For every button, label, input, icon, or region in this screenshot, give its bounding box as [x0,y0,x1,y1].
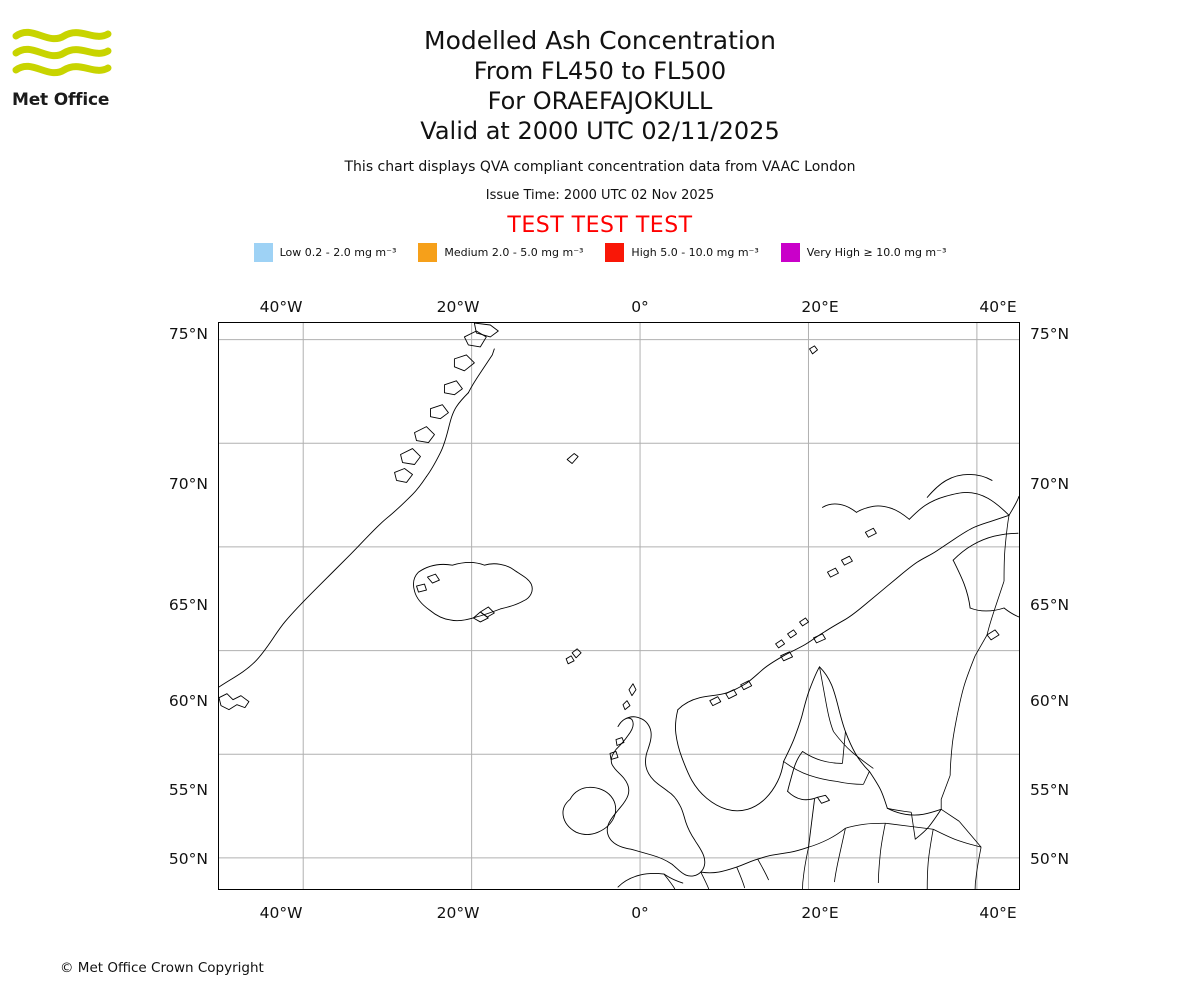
legend-label-high: High 5.0 - 10.0 mg m⁻³ [631,246,759,259]
lon-tick-bottom-0: 0° [631,904,649,922]
volcano-line: For ORAEFAJOKULL [487,87,713,115]
lon-tick-bottom-40e: 40°E [979,904,1017,922]
copyright-notice: © Met Office Crown Copyright [60,960,264,976]
map-panel [168,298,1070,922]
legend-label-low: Low 0.2 - 2.0 mg m⁻³ [279,246,397,259]
legend-item-low [254,243,397,262]
legend-item-very-high [781,243,947,262]
lon-tick-top-40w: 40°W [259,298,303,316]
valid-time-line: Valid at 2000 UTC 02/11/2025 [420,117,780,145]
lon-tick-bottom-20e: 20°E [801,904,839,922]
lon-tick-top-20e: 20°E [801,298,839,316]
lon-tick-top-20w: 20°W [436,298,480,316]
legend-swatch-medium [418,243,437,262]
lat-tick-left-50n: 50°N [168,850,208,868]
issue-time: Issue Time: 2000 UTC 02 Nov 2025 [485,188,715,203]
lat-tick-right-55n: 55°N [1030,781,1070,799]
test-banner: TEST TEST TEST [507,213,693,238]
lon-tick-bottom-40w: 40°W [259,904,303,922]
legend-label-very-high: Very High ≥ 10.0 mg m⁻³ [806,246,947,259]
map-plot-area[interactable] [218,322,1020,890]
lat-tick-right-65n: 65°N [1030,596,1070,614]
lat-tick-right-50n: 50°N [1030,850,1070,868]
logo-text: Met Office [12,90,110,110]
lon-tick-top-0: 0° [631,298,649,316]
lat-tick-right-70n: 70°N [1030,475,1070,493]
legend-swatch-very-high [781,243,800,262]
page-title: Modelled Ash Concentration [424,26,776,55]
map-coastlines-extra [219,323,1019,889]
lat-tick-right-75n: 75°N [1030,325,1070,343]
lon-tick-bottom-20w: 20°W [436,904,480,922]
concentration-legend [0,243,1200,262]
lat-tick-left-65n: 65°N [168,596,208,614]
legend-swatch-high [605,243,624,262]
lat-tick-right-60n: 60°N [1030,692,1070,710]
lat-tick-left-60n: 60°N [168,692,208,710]
lon-tick-top-40e: 40°E [979,298,1017,316]
legend-swatch-low [254,243,273,262]
lat-tick-left-75n: 75°N [168,325,208,343]
lat-tick-left-70n: 70°N [168,475,208,493]
chart-header [0,26,1200,238]
legend-label-medium: Medium 2.0 - 5.0 mg m⁻³ [444,246,584,259]
lat-tick-left-55n: 55°N [168,781,208,799]
legend-item-medium [418,243,583,262]
flight-level-line: From FL450 to FL500 [473,57,727,85]
legend-item-high [605,243,758,262]
chart-subtitle: This chart displays QVA compliant concentration data from VAAC London [344,159,856,175]
